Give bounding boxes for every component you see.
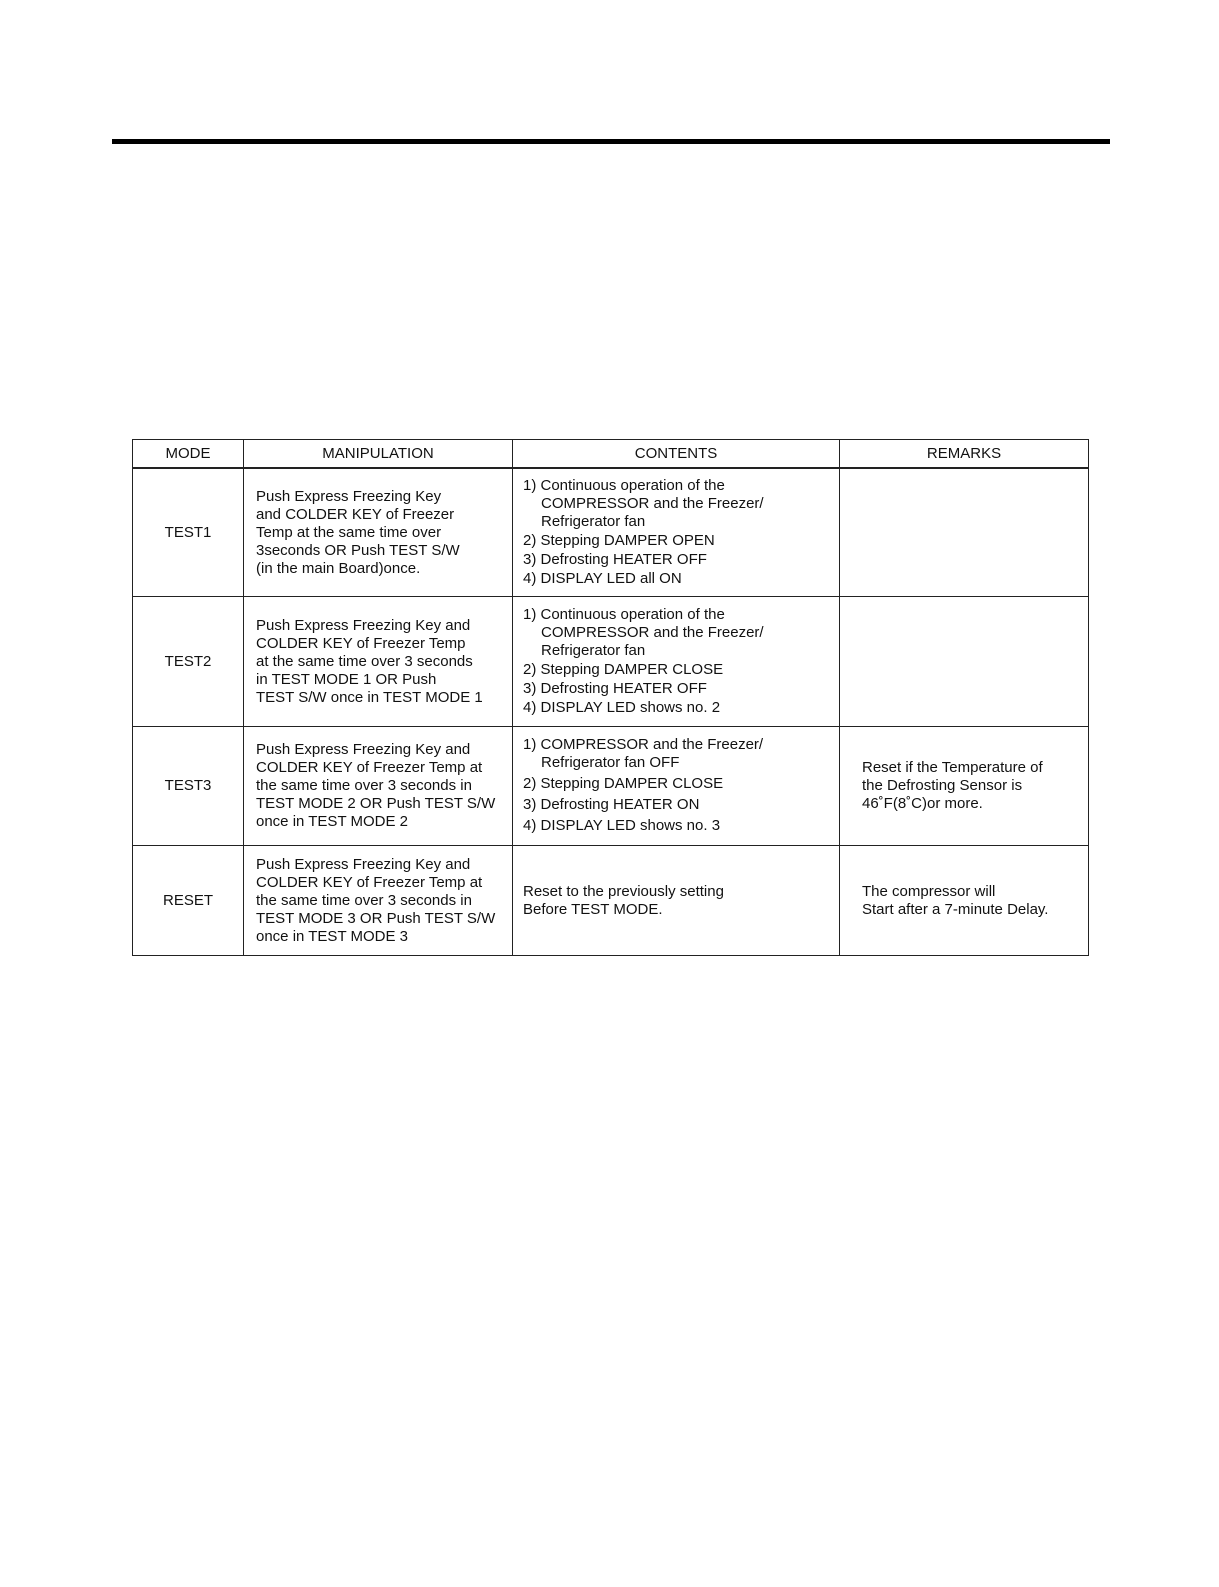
manipulation-line: (in the main Board)once. [256, 559, 421, 577]
remarks-cell [840, 846, 1089, 956]
mode-cell: TEST3 [133, 727, 244, 846]
contents-line: 2) Stepping DAMPER CLOSE [523, 775, 724, 792]
manipulation-line: the same time over 3 seconds in [256, 891, 472, 909]
header-mode: MODE [133, 440, 244, 469]
contents-line: COMPRESSOR and the Freezer/ [541, 623, 764, 641]
mode-cell: RESET [133, 846, 244, 956]
contents-line: 3) Defrosting HEATER OFF [523, 550, 707, 568]
contents-line: 4) DISPLAY LED shows no. 2 [523, 698, 721, 716]
manipulation-line: Push Express Freezing Key and [256, 616, 471, 634]
contents-line: 1) Continuous operation of the [523, 476, 725, 494]
mode-cell: TEST2 [133, 597, 244, 727]
manipulation-line: COLDER KEY of Freezer Temp [256, 634, 466, 652]
table-row [133, 597, 1089, 727]
contents-line: 3) Defrosting HEATER OFF [523, 679, 707, 697]
remarks-line: Start after a 7-minute Delay. [862, 900, 1049, 918]
contents-cell [513, 468, 840, 597]
header-manipulation: MANIPULATION [244, 440, 513, 469]
contents-cell [513, 727, 840, 846]
manipulation-line: COLDER KEY of Freezer Temp at [256, 873, 483, 891]
manipulation-line: and COLDER KEY of Freezer [256, 505, 455, 523]
contents-line: 4) DISPLAY LED shows no. 3 [523, 817, 721, 834]
manipulation-line: 3seconds OR Push TEST S/W [256, 541, 460, 559]
contents-line: Refrigerator fan [541, 512, 646, 530]
header-remarks: REMARKS [840, 440, 1089, 469]
remarks-cell [840, 597, 1089, 727]
manipulation-line: TEST MODE 3 OR Push TEST S/W [256, 909, 496, 927]
contents-list [523, 477, 835, 588]
manipulation-line: once in TEST MODE 3 [256, 927, 409, 945]
header-contents: CONTENTS [513, 440, 840, 469]
contents-item [523, 606, 835, 660]
contents-item [523, 661, 835, 679]
remarks-line: 46˚F(8˚C)or more. [862, 795, 983, 812]
contents-item [523, 532, 835, 550]
contents-line: 4) DISPLAY LED all ON [523, 569, 682, 587]
contents-line: COMPRESSOR and the Freezer/ [541, 494, 764, 512]
contents-item [523, 796, 835, 814]
contents-item [523, 477, 835, 531]
remarks-line: The compressor will [862, 882, 996, 900]
contents-list [523, 606, 835, 717]
contents-list [523, 736, 835, 835]
test-mode-table [132, 439, 1089, 956]
manipulation-cell [244, 597, 513, 727]
manipulation-line: TEST MODE 2 OR Push TEST S/W [256, 795, 496, 812]
manipulation-line: at the same time over 3 seconds [256, 652, 473, 670]
remarks-line: Reset if the Temperature of [862, 759, 1043, 776]
contents-item [523, 680, 835, 698]
manipulation-cell [244, 468, 513, 597]
contents-line: 2) Stepping DAMPER CLOSE [523, 660, 724, 678]
contents-item [523, 699, 835, 717]
contents-line: Reset to the previously setting [523, 882, 724, 900]
mode-cell: TEST1 [133, 468, 244, 597]
contents-item [523, 551, 835, 569]
remarks-cell [840, 727, 1089, 846]
manipulation-line: TEST S/W once in TEST MODE 1 [256, 688, 483, 706]
contents-cell [513, 597, 840, 727]
contents-item [523, 775, 835, 793]
top-rule [112, 139, 1110, 144]
contents-line: 3) Defrosting HEATER ON [523, 796, 700, 813]
remarks-line: the Defrosting Sensor is [862, 777, 1023, 794]
manipulation-line: COLDER KEY of Freezer Temp at [256, 759, 483, 776]
manipulation-line: Temp at the same time over [256, 523, 442, 541]
manipulation-cell [244, 846, 513, 956]
manipulation-line: once in TEST MODE 2 [256, 813, 409, 830]
table-row [133, 846, 1089, 956]
contents-line: Refrigerator fan [541, 641, 646, 659]
contents-line: 1) Continuous operation of the [523, 605, 725, 623]
table-row [133, 468, 1089, 597]
contents-line: Refrigerator fan OFF [541, 754, 680, 771]
table-row [133, 727, 1089, 846]
table-header-row [133, 440, 1089, 469]
contents-line: 2) Stepping DAMPER OPEN [523, 531, 715, 549]
remarks-cell [840, 468, 1089, 597]
contents-cell [513, 846, 840, 956]
contents-item [523, 817, 835, 835]
manipulation-line: Push Express Freezing Key and [256, 855, 471, 873]
manipulation-line: in TEST MODE 1 OR Push [256, 670, 437, 688]
contents-item [523, 736, 835, 772]
contents-line: 1) COMPRESSOR and the Freezer/ [523, 736, 764, 753]
manipulation-line: the same time over 3 seconds in [256, 777, 472, 794]
contents-line: Before TEST MODE. [523, 900, 663, 918]
manipulation-line: Push Express Freezing Key [256, 487, 442, 505]
manipulation-line: Push Express Freezing Key and [256, 741, 471, 758]
manipulation-cell [244, 727, 513, 846]
contents-item [523, 570, 835, 588]
